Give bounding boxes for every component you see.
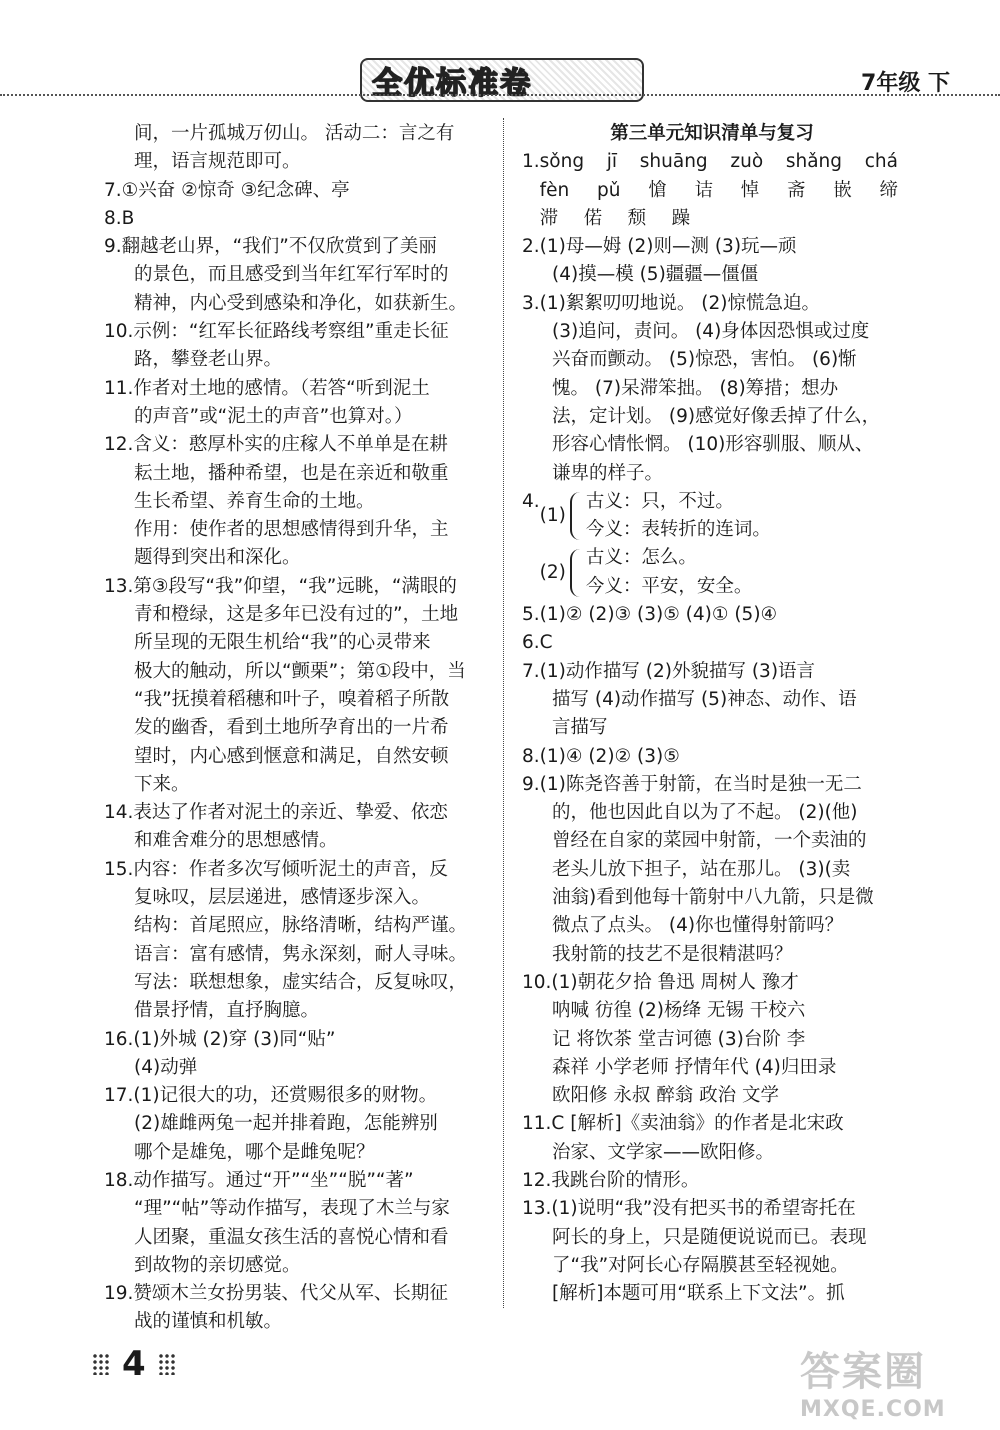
answer-line bbox=[522, 431, 902, 459]
answer-text: 法，定计划。 (9)感觉好像丢掉了什么， bbox=[552, 405, 881, 427]
answer-line bbox=[104, 771, 486, 799]
answer-line bbox=[522, 912, 902, 940]
answer-group-a bbox=[522, 233, 902, 488]
ancient-meaning: 古义：只，不过。 bbox=[585, 490, 734, 512]
answer-line bbox=[104, 601, 486, 629]
answer-text: (1)朝花夕拾 鲁迅 周树人 豫才 bbox=[551, 971, 799, 993]
answer-line bbox=[522, 1252, 902, 1280]
answer-text: 欧阳修 永叔 醉翁 政治 文学 bbox=[552, 1085, 780, 1107]
answer-text: 言描写 bbox=[552, 717, 608, 739]
answer-text: 理，语言规范即可。 bbox=[134, 151, 301, 173]
answer-text: 微点了点头。 (4)你也懂得射箭吗？ bbox=[552, 915, 844, 937]
answer-text: 结构：首尾照应，脉络清晰，结构严谨。 bbox=[134, 915, 468, 937]
item-number: 7. bbox=[104, 179, 122, 201]
answer-text: 下来。 bbox=[134, 773, 190, 795]
answer-text: (1)记很大的功，还赏赐很多的财物。 bbox=[133, 1085, 438, 1107]
watermark-logo: 答案圈 bbox=[800, 1349, 926, 1395]
item-number: 13. bbox=[104, 575, 134, 597]
answer-text: 油翁)看到他每十箭射中八九箭，只是微 bbox=[552, 887, 874, 909]
pinyin-word: 缔 bbox=[879, 179, 898, 201]
answer-text: (4)动弹 bbox=[134, 1056, 198, 1078]
item-number: 10. bbox=[522, 971, 552, 993]
item-number: 9. bbox=[104, 236, 122, 258]
answer-line bbox=[522, 601, 902, 629]
answer-line bbox=[522, 233, 902, 261]
item-number: 18. bbox=[104, 1169, 134, 1191]
answer-line bbox=[522, 1054, 902, 1082]
modern-meaning: 今义：平安，安全。 bbox=[585, 575, 753, 597]
answer-line bbox=[522, 827, 902, 855]
answer-line bbox=[522, 290, 902, 318]
brace-block-2 bbox=[540, 544, 902, 601]
answer-line bbox=[104, 884, 486, 912]
answer-line bbox=[522, 403, 902, 431]
answer-line bbox=[104, 573, 486, 601]
answer-text: 青和橙绿，这是多年已没有过的”，土地 bbox=[134, 604, 459, 626]
answer-line bbox=[522, 1195, 902, 1223]
answer-text: C bbox=[539, 632, 553, 654]
answer-text: 极大的触动，所以“颤栗”；第①段中，当 bbox=[134, 660, 466, 682]
header-divider bbox=[0, 94, 1000, 96]
item-number: 10. bbox=[104, 321, 134, 343]
watermark bbox=[800, 1340, 980, 1420]
answer-line bbox=[522, 1082, 902, 1110]
item-number: 8. bbox=[104, 207, 122, 229]
section-title: 第三单元知识清单与复习 bbox=[610, 123, 814, 144]
answer-text: 题得到突出和深化。 bbox=[134, 547, 301, 569]
pinyin-word: 诘 bbox=[694, 179, 713, 201]
right-column bbox=[522, 120, 902, 1308]
answer-line bbox=[522, 460, 902, 488]
answer-text: (1)④ (2)② (3)⑤ bbox=[539, 745, 680, 767]
answer-line bbox=[104, 714, 486, 742]
answer-line bbox=[522, 1224, 902, 1252]
answer-line bbox=[522, 658, 902, 686]
answer-text: 森祥 小学老师 抒情年代 (4)归田录 bbox=[552, 1056, 837, 1078]
answer-text: (1)② (2)③ (3)⑤ (4)① (5)④ bbox=[539, 604, 778, 626]
answer-text: 曾经在自家的菜园中射箭，一个卖油的 bbox=[552, 830, 867, 852]
item-number: 12. bbox=[104, 434, 134, 456]
left-column bbox=[104, 120, 486, 1337]
page-number: 4 bbox=[122, 1344, 146, 1384]
hanzi-char: 滞 bbox=[539, 207, 559, 229]
answer-text: 的声音”或“泥土的声音”也算对。） bbox=[134, 405, 413, 427]
item-number: 7. bbox=[522, 660, 540, 682]
pinyin-word: fèn bbox=[539, 179, 570, 201]
answer-text: B bbox=[121, 207, 135, 229]
answer-line bbox=[104, 205, 486, 233]
answer-line bbox=[104, 233, 486, 261]
answer-line bbox=[104, 148, 486, 176]
answer-line bbox=[522, 346, 902, 374]
item-number: 17. bbox=[104, 1085, 134, 1107]
pinyin-row-2 bbox=[540, 177, 902, 205]
brace-label: (1) bbox=[539, 505, 566, 526]
item-number: 16. bbox=[104, 1028, 134, 1050]
answer-text: 耘土地，播种希望，也是在亲近和敬重 bbox=[134, 462, 449, 484]
pinyin-word: shǎng bbox=[785, 151, 843, 173]
answer-text: 作者对土地的感情。（若答“听到泥土 bbox=[133, 377, 430, 399]
answer-text: 复咏叹，层层递进，感情逐步深入。 bbox=[134, 887, 431, 909]
answer-text: (1)说明“我”没有把买书的希望寄托在 bbox=[551, 1198, 856, 1220]
answer-line bbox=[522, 743, 902, 771]
item-number: 13. bbox=[522, 1198, 552, 1220]
answer-line bbox=[104, 120, 486, 148]
dots-icon bbox=[158, 1353, 176, 1375]
answer-line bbox=[104, 431, 486, 459]
answer-text: 兴奋而颤动。 (5)惊恐，害怕。 (6)惭 bbox=[552, 349, 857, 371]
answer-text: 战的谨慎和机敏。 bbox=[134, 1311, 283, 1333]
answer-text: 内容：作者多次写倾听泥土的声音，反 bbox=[133, 858, 448, 880]
column-divider bbox=[503, 118, 504, 1308]
item-number: 2. bbox=[522, 236, 540, 258]
answer-text: 阿长的身上，只是随便说说而已。表现 bbox=[552, 1226, 867, 1248]
pinyin-word: shuāng bbox=[639, 151, 708, 173]
answer-line bbox=[522, 1280, 902, 1308]
answer-line bbox=[522, 686, 902, 714]
pinyin-word: 斋 bbox=[786, 179, 806, 201]
answer-line bbox=[104, 827, 486, 855]
answer-line bbox=[104, 969, 486, 997]
char-row bbox=[540, 205, 902, 233]
item-number: 6. bbox=[522, 632, 540, 654]
answer-text: 的，他也因此自以为了不起。 (2)(他) bbox=[552, 802, 858, 824]
answer-line bbox=[104, 346, 486, 374]
answer-text: 呐喊 彷徨 (2)杨绛 无锡 干校六 bbox=[552, 1000, 806, 1022]
answer-line bbox=[522, 856, 902, 884]
answer-text: 和难舍难分的思想感情。 bbox=[134, 830, 338, 852]
item-number: 5. bbox=[522, 604, 540, 626]
item-number: 15. bbox=[104, 858, 134, 880]
answer-line bbox=[104, 658, 486, 686]
pinyin-word: 愴 bbox=[648, 179, 667, 201]
answer-line bbox=[104, 997, 486, 1025]
answer-line bbox=[104, 290, 486, 318]
watermark-url: MXQE.COM bbox=[800, 1397, 946, 1422]
answer-line bbox=[104, 686, 486, 714]
answer-text: 了“我”对阿长心存隔膜甚至轻视她。 bbox=[552, 1254, 849, 1276]
answer-text: 哪个是雄兔，哪个是雌兔呢？ bbox=[134, 1141, 375, 1163]
dots-icon bbox=[92, 1353, 110, 1375]
answer-text: 谦卑的样子。 bbox=[552, 462, 664, 484]
answer-line bbox=[104, 516, 486, 544]
page-footer bbox=[92, 1344, 176, 1384]
answer-text: 的景色，而且感受到当年红军行军时的 bbox=[134, 264, 449, 286]
answer-line bbox=[104, 177, 486, 205]
pinyin-word: 悼 bbox=[740, 179, 760, 201]
answer-text: 示例：“红军长征路线考察组”重走长征 bbox=[133, 321, 449, 343]
brand-title: 全优标准卷 bbox=[372, 66, 532, 101]
answer-line bbox=[104, 1224, 486, 1252]
ancient-meaning: 古义：怎么。 bbox=[585, 547, 697, 569]
answer-line bbox=[104, 261, 486, 289]
answer-line bbox=[522, 1026, 902, 1054]
answer-line bbox=[104, 629, 486, 657]
answer-item-1 bbox=[522, 148, 902, 233]
item-number: 14. bbox=[104, 802, 134, 824]
answer-text: 人团聚，重温女孩生活的喜悦心情和看 bbox=[134, 1226, 449, 1248]
answer-text: 借景抒情，直抒胸臆。 bbox=[134, 1000, 320, 1022]
brace-icon bbox=[570, 492, 582, 540]
pinyin-row bbox=[540, 148, 902, 176]
answer-text: (1)动作描写 (2)外貌描写 (3)语言 bbox=[539, 660, 816, 682]
item-number: 19. bbox=[104, 1283, 134, 1305]
answer-line bbox=[104, 1308, 486, 1336]
answer-text: 表达了作者对泥土的亲近、挚爱、依恋 bbox=[133, 802, 448, 824]
answer-line bbox=[104, 403, 486, 431]
answer-item-4 bbox=[522, 488, 902, 601]
item-number: 12. bbox=[522, 1169, 552, 1191]
answer-text: “理”“帖”等动作描写，表现了木兰与家 bbox=[134, 1198, 450, 1220]
answer-text: ①兴奋 ②惊奇 ③纪念碑、亭 bbox=[121, 179, 350, 201]
pinyin-word: zuò bbox=[730, 151, 764, 173]
answer-text: (3)追问，责问。 (4)身体因恐惧或过度 bbox=[552, 321, 870, 343]
answer-text: 望时，内心感到惬意和满足，自然安顿 bbox=[134, 745, 449, 767]
answer-text: (1)外城 (2)穿 (3)同“贴” bbox=[133, 1028, 336, 1050]
answer-text: 老头儿放下担子，站在那儿。 (3)(卖 bbox=[552, 858, 851, 880]
answer-line bbox=[522, 714, 902, 742]
answer-text: “我”抚摸着稻穗和叶子，嗅着稻子所散 bbox=[134, 688, 450, 710]
answer-line bbox=[104, 318, 486, 346]
answer-line bbox=[104, 1167, 486, 1195]
answer-text: (1)母—姆 (2)则—测 (3)玩—顽 bbox=[539, 236, 797, 258]
answer-text: 动作描写。通过“开”“坐”“脱”“著” bbox=[133, 1169, 414, 1191]
item-number: 3. bbox=[522, 292, 540, 314]
answer-text: 写法：联想想象，虚实结合，反复咏叹， bbox=[134, 971, 468, 993]
pinyin-word: jī bbox=[606, 151, 618, 173]
answer-line bbox=[104, 460, 486, 488]
answer-text: (1)絮絮叨叨地说。 (2)惊慌急迫。 bbox=[539, 292, 820, 314]
answer-text: 形容心情怅惘。 (10)形容驯服、顺从、 bbox=[552, 434, 874, 456]
grade-label: 7年级 下 bbox=[861, 71, 950, 96]
answer-text: 间，一片孤城万仞山。 活动二：言之有 bbox=[134, 123, 455, 144]
answer-line bbox=[522, 941, 902, 969]
pinyin-word: pǔ bbox=[597, 179, 621, 201]
hanzi-char: 颓 bbox=[627, 207, 647, 229]
answer-text: 含义：憨厚朴实的庄稼人不单单是在耕 bbox=[133, 434, 448, 456]
brace-icon bbox=[570, 549, 582, 597]
answer-text: 第③段写“我”仰望，“我”远眺，“满眼的 bbox=[133, 575, 457, 597]
answer-line bbox=[522, 1139, 902, 1167]
answer-text: 所呈现的无限生机给“我”的心灵带来 bbox=[134, 632, 431, 654]
answer-line bbox=[522, 629, 902, 657]
pinyin-word: chá bbox=[864, 151, 898, 173]
answer-line bbox=[522, 997, 902, 1025]
answer-line bbox=[522, 799, 902, 827]
answer-text: 语言：富有感情，隽永深刻，耐人寻味。 bbox=[134, 943, 468, 965]
item-number: 4. bbox=[522, 490, 540, 512]
pinyin-word: 嵌 bbox=[833, 179, 852, 201]
answer-text: 我跳台阶的情形。 bbox=[551, 1169, 700, 1191]
answer-text: 愧。 (7)呆滞笨拙。 (8)筹措；想办 bbox=[552, 377, 839, 399]
answer-line bbox=[104, 1280, 486, 1308]
answer-line bbox=[104, 488, 486, 516]
hanzi-char: 偌 bbox=[583, 207, 603, 229]
hanzi-char: 躁 bbox=[671, 207, 691, 229]
answer-line bbox=[104, 912, 486, 940]
answer-line bbox=[522, 261, 902, 289]
answer-line bbox=[104, 1139, 486, 1167]
item-number: 9. bbox=[522, 773, 540, 795]
answer-text: (1)陈尧咨善于射箭，在当时是独一无二 bbox=[539, 773, 862, 795]
item-number: 8. bbox=[522, 745, 540, 767]
answer-line bbox=[104, 1195, 486, 1223]
answer-line bbox=[522, 1167, 902, 1195]
answer-text: 记 将饮茶 堂吉诃德 (3)台阶 李 bbox=[552, 1028, 806, 1050]
answer-line bbox=[522, 771, 902, 799]
answer-text: (2)雄雌两兔一起并排着跑，怎能辨别 bbox=[134, 1113, 438, 1135]
answer-text: 到故物的亲切感觉。 bbox=[134, 1254, 301, 1276]
answer-text: 发的幽香，看到土地所孕育出的一片希 bbox=[134, 717, 449, 739]
answer-line bbox=[104, 544, 486, 572]
answer-line bbox=[522, 969, 902, 997]
answer-group-b bbox=[522, 601, 902, 1308]
answer-text: 路，攀登老山界。 bbox=[134, 349, 283, 371]
answer-text: 精神，内心受到感染和净化，如获新生。 bbox=[134, 292, 468, 314]
brace-label: (2) bbox=[539, 561, 566, 583]
answer-line bbox=[104, 941, 486, 969]
answer-text: C [解析]《卖油翁》的作者是北宋政 bbox=[551, 1113, 844, 1135]
answer-line bbox=[104, 1110, 486, 1138]
answer-line bbox=[104, 743, 486, 771]
answer-text: [解析]本题可用“联系上下文法”。抓 bbox=[552, 1283, 845, 1305]
answer-line bbox=[104, 856, 486, 884]
answer-line bbox=[104, 799, 486, 827]
modern-meaning: 今义：表转折的连词。 bbox=[585, 519, 771, 541]
answer-line bbox=[104, 375, 486, 403]
answer-text: 赞颂木兰女扮男装、代父从军、长期征 bbox=[133, 1283, 448, 1305]
answer-text: 翻越老山界，“我们”不仅欣赏到了美丽 bbox=[121, 236, 437, 258]
answer-text: (4)摸—模 (5)疆疆—僵僵 bbox=[552, 264, 759, 286]
pinyin-word: sǒng bbox=[539, 151, 585, 173]
answer-line bbox=[522, 884, 902, 912]
answer-line bbox=[104, 1026, 486, 1054]
brace-block-1 bbox=[540, 488, 902, 545]
item-number: 11. bbox=[522, 1113, 552, 1135]
answer-line bbox=[522, 1110, 902, 1138]
item-number: 1. bbox=[522, 151, 540, 173]
answer-text: 生长希望、养育生命的土地。 bbox=[134, 490, 375, 512]
answer-text: 描写 (4)动作描写 (5)神态、动作、语 bbox=[552, 688, 857, 710]
answer-text: 我射箭的技艺不是很精湛吗？ bbox=[552, 943, 793, 965]
answer-line bbox=[104, 1082, 486, 1110]
answer-line bbox=[104, 1252, 486, 1280]
answer-line bbox=[104, 1054, 486, 1082]
item-number: 11. bbox=[104, 377, 134, 399]
answer-text: 治家、文学家——欧阳修。 bbox=[552, 1141, 775, 1163]
answer-line bbox=[522, 375, 902, 403]
answer-line bbox=[522, 318, 902, 346]
answer-text: 作用：使作者的思想感情得到升华，主 bbox=[134, 519, 449, 541]
